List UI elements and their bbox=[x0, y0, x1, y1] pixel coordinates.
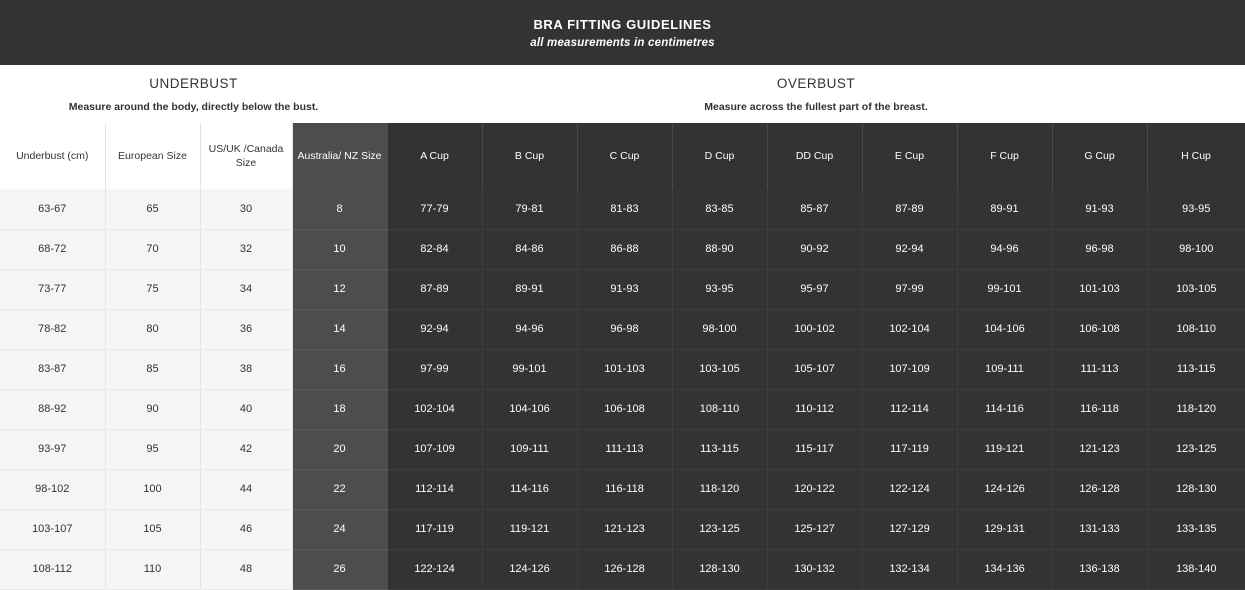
table-cell: 123-125 bbox=[1147, 429, 1245, 469]
table-row bbox=[0, 229, 1245, 269]
table-cell: 107-109 bbox=[862, 349, 957, 389]
section-underbust bbox=[0, 65, 387, 123]
table-cell: 112-114 bbox=[387, 469, 482, 509]
table-cell: 97-99 bbox=[387, 349, 482, 389]
table-cell: 116-118 bbox=[577, 469, 672, 509]
table-cell: 109-111 bbox=[482, 429, 577, 469]
table-cell: 129-131 bbox=[957, 509, 1052, 549]
table-row bbox=[0, 469, 1245, 509]
page-title: BRA FITTING GUIDELINES bbox=[533, 16, 712, 32]
column-header-9: E Cup bbox=[862, 123, 957, 189]
table-cell: 93-95 bbox=[1147, 189, 1245, 229]
table-cell: 93-97 bbox=[0, 429, 105, 469]
table-row bbox=[0, 189, 1245, 229]
table-cell: 89-91 bbox=[957, 189, 1052, 229]
table-cell: 87-89 bbox=[387, 269, 482, 309]
table-cell: 85 bbox=[105, 349, 200, 389]
table-cell: 100 bbox=[105, 469, 200, 509]
table-cell: 91-93 bbox=[577, 269, 672, 309]
table-cell: 10 bbox=[292, 229, 387, 269]
table-cell: 121-123 bbox=[577, 509, 672, 549]
table-cell: 131-133 bbox=[1052, 509, 1147, 549]
table-cell: 91-93 bbox=[1052, 189, 1147, 229]
table-cell: 109-111 bbox=[957, 349, 1052, 389]
section-underbust-instruction: Measure around the body, directly below the bust. bbox=[68, 100, 319, 113]
table-cell: 81-83 bbox=[577, 189, 672, 229]
table-cell: 98-100 bbox=[672, 309, 767, 349]
table-cell: 123-125 bbox=[672, 509, 767, 549]
table-cell: 36 bbox=[200, 309, 292, 349]
column-header-5: B Cup bbox=[482, 123, 577, 189]
table-cell: 132-134 bbox=[862, 549, 957, 589]
table-cell: 99-101 bbox=[482, 349, 577, 389]
table-cell: 110 bbox=[105, 549, 200, 589]
table-cell: 114-116 bbox=[957, 389, 1052, 429]
table-cell: 115-117 bbox=[767, 429, 862, 469]
table-cell: 73-77 bbox=[0, 269, 105, 309]
table-cell: 92-94 bbox=[387, 309, 482, 349]
table-cell: 108-112 bbox=[0, 549, 105, 589]
table-cell: 127-129 bbox=[862, 509, 957, 549]
title-band bbox=[0, 0, 1245, 65]
table-cell: 24 bbox=[292, 509, 387, 549]
column-header-8: DD Cup bbox=[767, 123, 862, 189]
table-cell: 100-102 bbox=[767, 309, 862, 349]
table-cell: 114-116 bbox=[482, 469, 577, 509]
section-header-row bbox=[0, 65, 1245, 123]
table-cell: 108-110 bbox=[1147, 309, 1245, 349]
table-cell: 106-108 bbox=[1052, 309, 1147, 349]
table-cell: 126-128 bbox=[577, 549, 672, 589]
table-cell: 26 bbox=[292, 549, 387, 589]
table-cell: 42 bbox=[200, 429, 292, 469]
table-cell: 130-132 bbox=[767, 549, 862, 589]
table-cell: 80 bbox=[105, 309, 200, 349]
table-cell: 98-100 bbox=[1147, 229, 1245, 269]
table-cell: 48 bbox=[200, 549, 292, 589]
table-cell: 122-124 bbox=[387, 549, 482, 589]
table-cell: 94-96 bbox=[957, 229, 1052, 269]
table-cell: 112-114 bbox=[862, 389, 957, 429]
table-cell: 107-109 bbox=[387, 429, 482, 469]
table-cell: 83-85 bbox=[672, 189, 767, 229]
table-cell: 79-81 bbox=[482, 189, 577, 229]
table-row bbox=[0, 269, 1245, 309]
table-cell: 20 bbox=[292, 429, 387, 469]
table-cell: 84-86 bbox=[482, 229, 577, 269]
table-cell: 88-92 bbox=[0, 389, 105, 429]
table-header-row bbox=[0, 123, 1245, 189]
size-chart-table bbox=[0, 123, 1245, 590]
table-cell: 34 bbox=[200, 269, 292, 309]
table-cell: 90-92 bbox=[767, 229, 862, 269]
table-row bbox=[0, 349, 1245, 389]
table-cell: 120-122 bbox=[767, 469, 862, 509]
table-row bbox=[0, 429, 1245, 469]
table-cell: 102-104 bbox=[862, 309, 957, 349]
table-cell: 118-120 bbox=[1147, 389, 1245, 429]
table-cell: 102-104 bbox=[387, 389, 482, 429]
page-subtitle: all measurements in centimetres bbox=[530, 36, 715, 49]
table-cell: 18 bbox=[292, 389, 387, 429]
table-cell: 12 bbox=[292, 269, 387, 309]
table-cell: 40 bbox=[200, 389, 292, 429]
table-cell: 117-119 bbox=[862, 429, 957, 469]
table-cell: 128-130 bbox=[672, 549, 767, 589]
table-row bbox=[0, 309, 1245, 349]
column-header-1: European Size bbox=[105, 123, 200, 189]
column-header-3: Australia/ NZ Size bbox=[292, 123, 387, 189]
column-header-10: F Cup bbox=[957, 123, 1052, 189]
table-cell: 124-126 bbox=[482, 549, 577, 589]
column-header-4: A Cup bbox=[387, 123, 482, 189]
table-cell: 124-126 bbox=[957, 469, 1052, 509]
column-header-2: US/UK /Canada Size bbox=[200, 123, 292, 189]
table-cell: 99-101 bbox=[957, 269, 1052, 309]
table-cell: 92-94 bbox=[862, 229, 957, 269]
table-row bbox=[0, 389, 1245, 429]
table-cell: 75 bbox=[105, 269, 200, 309]
table-cell: 118-120 bbox=[672, 469, 767, 509]
table-cell: 44 bbox=[200, 469, 292, 509]
section-underbust-title: UNDERBUST bbox=[149, 75, 238, 91]
table-cell: 133-135 bbox=[1147, 509, 1245, 549]
table-cell: 119-121 bbox=[482, 509, 577, 549]
table-cell: 95-97 bbox=[767, 269, 862, 309]
table-cell: 97-99 bbox=[862, 269, 957, 309]
table-cell: 113-115 bbox=[1147, 349, 1245, 389]
table-cell: 93-95 bbox=[672, 269, 767, 309]
column-header-0: Underbust (cm) bbox=[0, 123, 105, 189]
table-row bbox=[0, 549, 1245, 589]
table-cell: 95 bbox=[105, 429, 200, 469]
section-overbust-title: OVERBUST bbox=[776, 75, 856, 91]
table-cell: 125-127 bbox=[767, 509, 862, 549]
table-cell: 89-91 bbox=[482, 269, 577, 309]
table-cell: 117-119 bbox=[387, 509, 482, 549]
table-cell: 101-103 bbox=[577, 349, 672, 389]
table-cell: 113-115 bbox=[672, 429, 767, 469]
table-cell: 90 bbox=[105, 389, 200, 429]
table-cell: 88-90 bbox=[672, 229, 767, 269]
table-cell: 30 bbox=[200, 189, 292, 229]
table-cell: 111-113 bbox=[577, 429, 672, 469]
table-cell: 128-130 bbox=[1147, 469, 1245, 509]
table-cell: 38 bbox=[200, 349, 292, 389]
section-overbust-instruction: Measure across the fullest part of the breast. bbox=[704, 100, 928, 113]
table-cell: 94-96 bbox=[482, 309, 577, 349]
table-cell: 16 bbox=[292, 349, 387, 389]
table-cell: 108-110 bbox=[672, 389, 767, 429]
table-cell: 110-112 bbox=[767, 389, 862, 429]
table-cell: 63-67 bbox=[0, 189, 105, 229]
table-cell: 85-87 bbox=[767, 189, 862, 229]
table-cell: 46 bbox=[200, 509, 292, 549]
table-cell: 122-124 bbox=[862, 469, 957, 509]
table-cell: 103-105 bbox=[1147, 269, 1245, 309]
table-cell: 116-118 bbox=[1052, 389, 1147, 429]
table-cell: 86-88 bbox=[577, 229, 672, 269]
column-header-6: C Cup bbox=[577, 123, 672, 189]
table-cell: 68-72 bbox=[0, 229, 105, 269]
table-cell: 87-89 bbox=[862, 189, 957, 229]
table-cell: 77-79 bbox=[387, 189, 482, 229]
table-cell: 104-106 bbox=[482, 389, 577, 429]
table-cell: 8 bbox=[292, 189, 387, 229]
table-row bbox=[0, 509, 1245, 549]
table-cell: 121-123 bbox=[1052, 429, 1147, 469]
table-cell: 134-136 bbox=[957, 549, 1052, 589]
table-cell: 32 bbox=[200, 229, 292, 269]
column-header-12: H Cup bbox=[1147, 123, 1245, 189]
table-cell: 126-128 bbox=[1052, 469, 1147, 509]
table-cell: 138-140 bbox=[1147, 549, 1245, 589]
table-cell: 103-105 bbox=[672, 349, 767, 389]
table-cell: 101-103 bbox=[1052, 269, 1147, 309]
table-cell: 103-107 bbox=[0, 509, 105, 549]
table-cell: 78-82 bbox=[0, 309, 105, 349]
column-header-7: D Cup bbox=[672, 123, 767, 189]
table-cell: 136-138 bbox=[1052, 549, 1147, 589]
section-overbust bbox=[387, 65, 1245, 123]
table-cell: 105 bbox=[105, 509, 200, 549]
table-cell: 106-108 bbox=[577, 389, 672, 429]
table-cell: 22 bbox=[292, 469, 387, 509]
table-cell: 83-87 bbox=[0, 349, 105, 389]
table-cell: 119-121 bbox=[957, 429, 1052, 469]
table-cell: 96-98 bbox=[577, 309, 672, 349]
table-cell: 65 bbox=[105, 189, 200, 229]
table-cell: 98-102 bbox=[0, 469, 105, 509]
table-cell: 96-98 bbox=[1052, 229, 1147, 269]
table-cell: 105-107 bbox=[767, 349, 862, 389]
table-cell: 70 bbox=[105, 229, 200, 269]
table-cell: 82-84 bbox=[387, 229, 482, 269]
table-cell: 104-106 bbox=[957, 309, 1052, 349]
table-cell: 111-113 bbox=[1052, 349, 1147, 389]
table-cell: 14 bbox=[292, 309, 387, 349]
column-header-11: G Cup bbox=[1052, 123, 1147, 189]
